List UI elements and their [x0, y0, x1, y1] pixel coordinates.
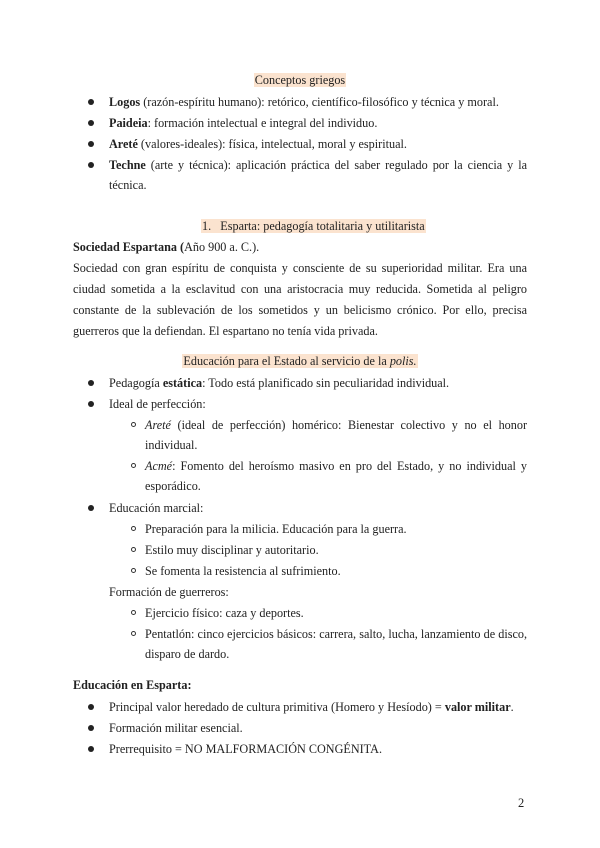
- subheading-sociedad: Sociedad Espartana (Año 900 a. C.).: [73, 240, 260, 254]
- circle-bullet-icon: [131, 463, 136, 468]
- sublist-item-arete: Areté (ideal de perfección) homérico: Bienestar colectivo y no el honor: [145, 418, 527, 432]
- list-item-paideia: Paideia: formación intelectual e integral del individuo.: [109, 116, 378, 130]
- page-number: 2: [518, 796, 525, 810]
- sublist-item: Preparación para la milicia. Educación para la guerra.: [145, 522, 407, 536]
- paragraph-line: guerreros que la defiendan. El espartano no tenía vida privada.: [73, 324, 378, 338]
- bullet-icon: [88, 380, 94, 386]
- sublist-item-pentatlon-cont: disparo de dardo.: [145, 647, 230, 661]
- sublist-item-arete-cont: individual.: [145, 438, 198, 452]
- sublist-item: Se fomenta la resistencia al sufrimiento.: [145, 564, 341, 578]
- list-item-logos: Logos (razón-espíritu humano): retórico, científico-filosófico y técnica y moral.: [109, 95, 499, 109]
- bullet-icon: [88, 162, 94, 168]
- section-title-estado: Educación para el Estado al servicio de la polis.: [183, 354, 417, 368]
- heading-educacion-esparta: Educación en Esparta:: [73, 678, 192, 692]
- bullet-icon: [88, 725, 94, 731]
- sublist-item-acme: Acmé: Fomento del heroísmo masivo en pro del Estado, y no individual y: [145, 459, 527, 473]
- circle-bullet-icon: [131, 422, 136, 427]
- section-title-greek: Conceptos griegos: [254, 73, 346, 87]
- paragraph-line: Sociedad con gran espíritu de conquista y consciente de su superioridad militar. Era una: [73, 261, 527, 275]
- bullet-icon: [88, 141, 94, 147]
- sublist-item-pentatlon: Pentatlón: cinco ejercicios básicos: carrera, salto, lucha, lanzamiento de disco,: [145, 627, 527, 641]
- list-item-pedagogia: Pedagogía estática: Todo está planificado sin peculiaridad individual.: [109, 376, 450, 390]
- circle-bullet-icon: [131, 610, 136, 615]
- circle-bullet-icon: [131, 568, 136, 573]
- guerreros-label: Formación de guerreros:: [109, 585, 229, 599]
- list-item-formacion: Formación militar esencial.: [109, 721, 243, 735]
- list-item-techne-cont: técnica.: [109, 178, 147, 192]
- circle-bullet-icon: [131, 631, 136, 636]
- sublist-item: Ejercicio físico: caza y deportes.: [145, 606, 304, 620]
- bullet-icon: [88, 401, 94, 407]
- paragraph-line: ciudad sometida a la esclavitud con una aristocracia muy reducida. Sometida al peligro: [73, 282, 527, 296]
- sublist-item-acme-cont: esporádico.: [145, 479, 201, 493]
- list-item-arete: Areté (valores-ideales): física, intelectual, moral y espiritual.: [109, 137, 407, 151]
- list-item-prerrequisito: Prerrequisito = NO MALFORMACIÓN CONGÉNITA.: [109, 742, 382, 756]
- circle-bullet-icon: [131, 526, 136, 531]
- bullet-icon: [88, 505, 94, 511]
- section-heading-esparta: 1. Esparta: pedagogía totalitaria y utilitarista: [202, 219, 425, 233]
- paragraph-line: constante de la sublevación de los sometidos y un belicismo crónico. Por ello, precisa: [73, 303, 527, 317]
- sublist-item: Estilo muy disciplinar y autoritario.: [145, 543, 319, 557]
- bullet-icon: [88, 120, 94, 126]
- list-item-techne: Techne (arte y técnica): aplicación práctica del saber regulado por la ciencia y la: [109, 158, 527, 172]
- bullet-icon: [88, 704, 94, 710]
- list-item-marcial: Educación marcial:: [109, 501, 204, 515]
- bullet-icon: [88, 99, 94, 105]
- circle-bullet-icon: [131, 547, 136, 552]
- list-item-valor: Principal valor heredado de cultura primitiva (Homero y Hesíodo) = valor militar.: [109, 700, 514, 714]
- list-item-ideal: Ideal de perfección:: [109, 397, 206, 411]
- bullet-icon: [88, 746, 94, 752]
